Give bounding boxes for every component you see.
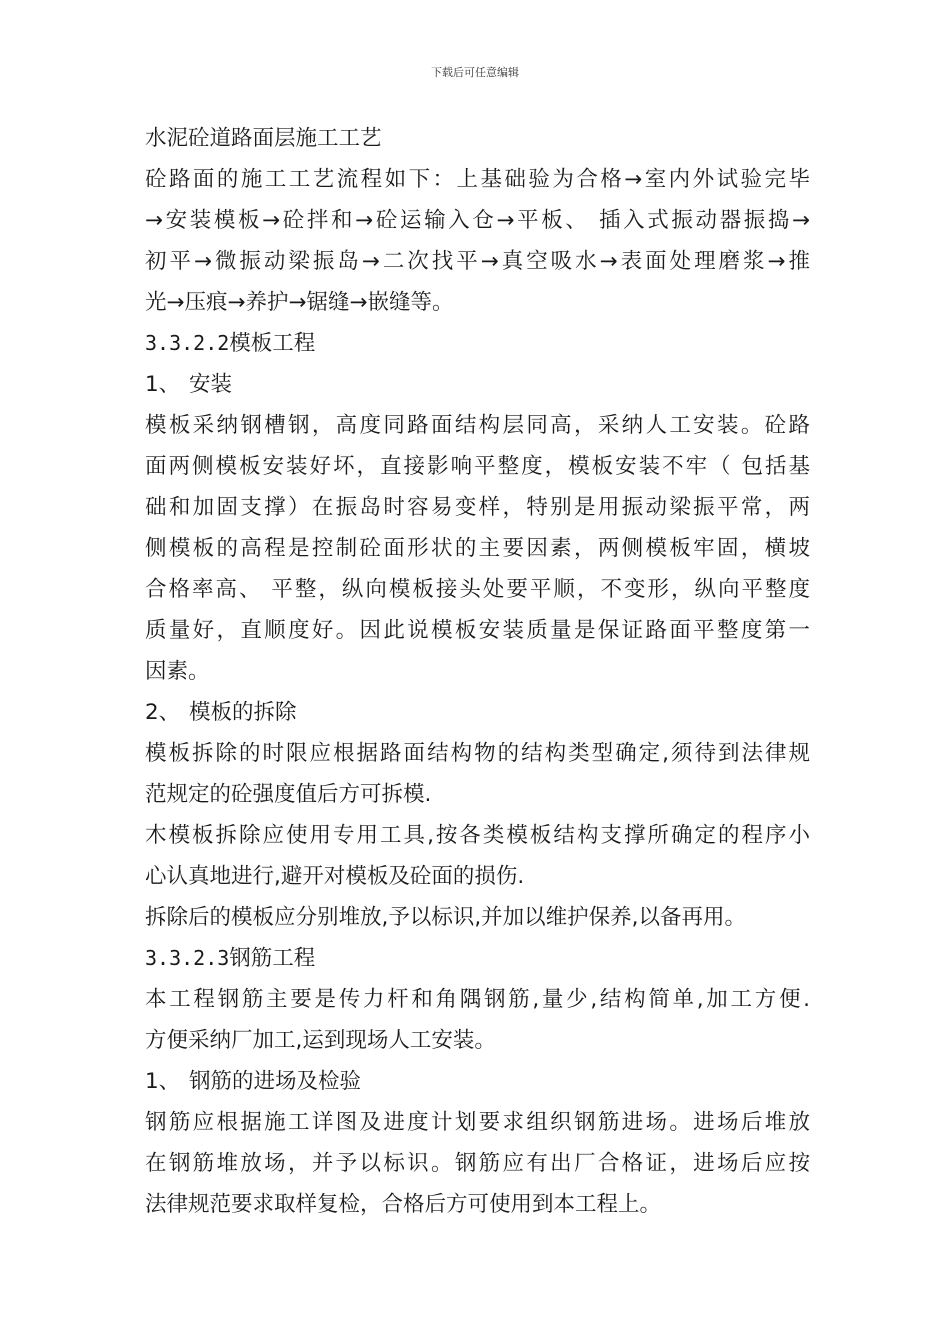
section-title: 钢筋工程 — [229, 946, 316, 971]
paragraph-line: 拆除后的模板应分别堆放,予以标识,并加以维护保养,以备再用。 — [145, 905, 747, 930]
paragraph-line: 础和加固支撑）在振岛时容易变样，特别是用振动梁振平常，两 — [145, 495, 810, 520]
document-body — [145, 118, 810, 1225]
section-title: 模板工程 — [229, 331, 316, 356]
page-header: 下载后可任意编辑 — [431, 66, 519, 79]
item-number: 2、 — [145, 700, 181, 725]
document-title: 水泥砼道路面层施工工艺 — [145, 126, 382, 151]
rebar-paragraph — [145, 1102, 810, 1225]
paragraph-line: 模板采纳钢槽钢，高度同路面结构层同高，采纳人工安装。砼路 — [145, 413, 810, 438]
item-title: 安装 — [189, 372, 233, 397]
item-heading-rebar — [145, 1061, 810, 1102]
paragraph-line: 侧模板的高程是控制砼面形状的主要因素，两侧模板牢固，横坡 — [145, 536, 810, 561]
paragraph-line: 在钢筋堆放场，并予以标识。钢筋应有出厂合格证，进场后应按 — [145, 1151, 810, 1176]
paragraph-line: 本工程钢筋主要是传力杆和角隅钢筋,量少,结构简单,加工方便. — [145, 987, 810, 1012]
paragraph-line: 木模板拆除应使用专用工具,按各类模板结构支撑所确定的程序小 — [145, 823, 810, 848]
removal-paragraph-3 — [145, 897, 810, 938]
paragraph-line: 面两侧模板安装好坏，直接影响平整度，模板安装不牢（ 包括基 — [145, 454, 810, 479]
install-paragraph — [145, 405, 810, 692]
item-number: 1、 — [145, 1069, 181, 1094]
section-heading-3322 — [145, 323, 810, 364]
paragraph-line: 质量好，直顺度好。因此说模板安装质量是保证路面平整度第一 — [145, 618, 810, 643]
section-number: 3.3.2.3 — [145, 946, 230, 970]
removal-paragraph-2 — [145, 815, 810, 897]
paragraph-line: 砼路面的施工工艺流程如下：上基础验为合格→室内外试验完毕 — [145, 167, 810, 192]
item-heading-removal — [145, 692, 810, 733]
paragraph-line: 合格率高、 平整，纵向模板接头处要平顺，不变形，纵向平整度 — [145, 577, 810, 602]
paragraph-line: 方便采纳厂加工,运到现场人工安装。 — [145, 1028, 496, 1053]
paragraph-line: 法律规范要求取样复检，合格后方可使用到本工程上。 — [145, 1192, 662, 1217]
paragraph-line: 模板拆除的时限应根据路面结构物的结构类型确定,须待到法律规 — [145, 741, 810, 766]
item-heading-install — [145, 364, 810, 405]
item-title: 模板的拆除 — [189, 700, 297, 725]
item-number: 1、 — [145, 372, 181, 397]
paragraph-line: 钢筋应根据施工详图及进度计划要求组织钢筋进场。进场后堆放 — [145, 1110, 810, 1135]
item-title: 钢筋的进场及检验 — [189, 1069, 362, 1094]
paragraph-line: 因素。 — [145, 659, 210, 684]
paragraph-line: 初平→微振动梁振岛→二次找平→真空吸水→表面处理磨浆→推 — [145, 249, 810, 274]
section-heading-3323 — [145, 938, 810, 979]
removal-paragraph-1 — [145, 733, 810, 815]
paragraph-line: 心认真地进行,避开对模板及砼面的损伤. — [145, 864, 525, 889]
paragraph-line: 光→压痕→养护→锯缝→嵌缝等。 — [145, 290, 454, 315]
process-intro-paragraph — [145, 159, 810, 323]
rebar-intro-paragraph — [145, 979, 810, 1061]
paragraph-line: →安装模板→砼拌和→砼运输入仓→平板、 插入式振动器振捣→ — [145, 208, 810, 233]
section-number: 3.3.2.2 — [145, 331, 230, 355]
paragraph-line: 范规定的砼强度值后方可拆模. — [145, 782, 432, 807]
